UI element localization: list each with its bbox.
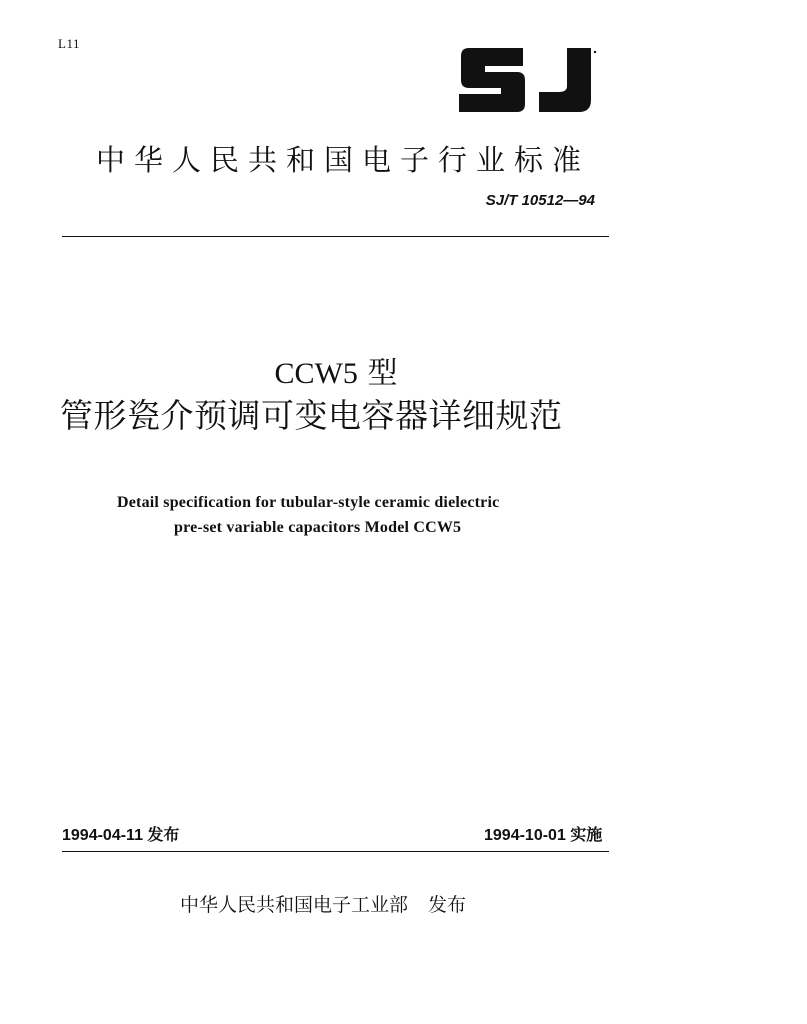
issuer-line <box>180 890 466 917</box>
issuer-action: 发布 <box>428 894 467 916</box>
title-english-line-2: pre-set variable capacitors Model CCW5 <box>174 519 462 536</box>
title-model <box>0 348 672 392</box>
issue-date-line <box>62 822 179 845</box>
standard-number: SJ/T 10512—94 <box>485 192 595 209</box>
issuer-name: 中华人民共和国电子工业部 <box>180 894 409 916</box>
title-english-line-1: Detail specification for tubular-style ceramic dielectric <box>117 494 500 511</box>
effective-date-line <box>484 822 602 845</box>
effective-label: 实施 <box>570 827 603 844</box>
title-model-suffix: 型 <box>367 356 398 391</box>
top-divider <box>62 236 609 237</box>
title-main-chinese: 管形瓷介预调可变电容器详细规范 <box>60 396 563 435</box>
classification-code: L11 <box>58 36 80 51</box>
issue-date: 1994-04-11 <box>62 827 143 844</box>
issue-label: 发布 <box>147 827 180 844</box>
effective-date: 1994-10-01 <box>484 827 566 844</box>
org-title: 中华人民共和国电子行业标准 <box>96 143 591 177</box>
sj-logo-icon <box>455 44 600 116</box>
title-model-code: CCW5 <box>274 357 358 390</box>
bottom-divider <box>62 851 609 852</box>
